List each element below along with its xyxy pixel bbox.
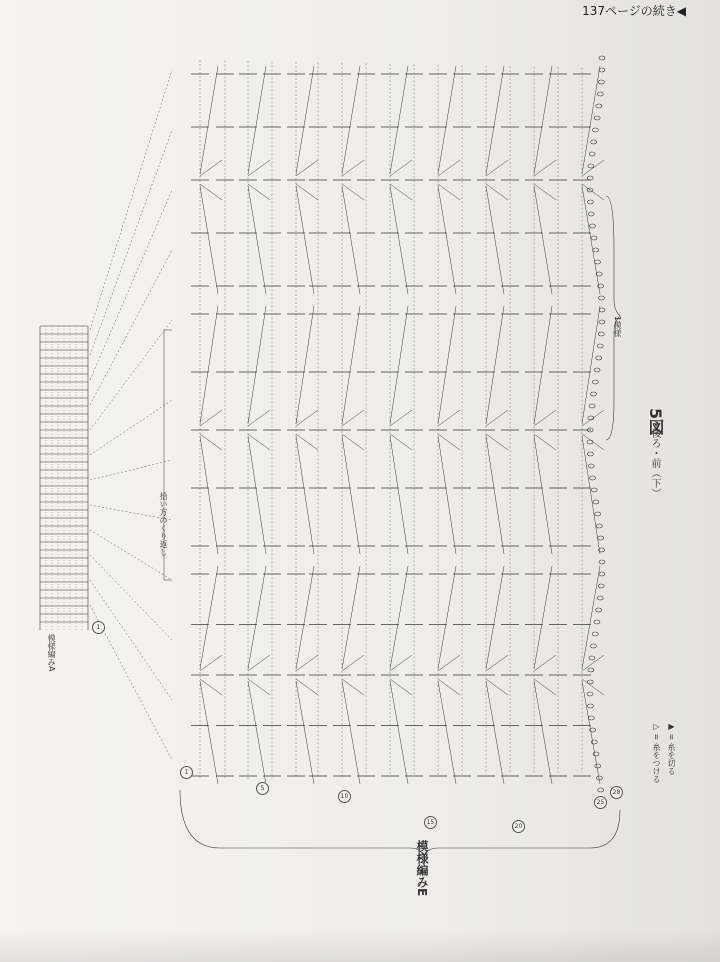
fan-stitch xyxy=(296,681,314,784)
chart-section xyxy=(191,306,604,554)
chain-loop xyxy=(588,716,594,720)
chain-loop xyxy=(588,464,594,468)
fan-stitch xyxy=(296,66,314,174)
fan-stitch xyxy=(390,436,408,554)
fan-stitch xyxy=(438,186,456,294)
pattern-a-strip xyxy=(40,326,88,630)
pickup-line xyxy=(90,70,172,330)
pickup-line xyxy=(90,400,172,455)
chain-loop xyxy=(595,260,601,264)
fan-stitch xyxy=(200,66,218,174)
fan-stitch xyxy=(248,186,266,294)
chain-loop xyxy=(587,176,593,180)
fan-stitch xyxy=(438,681,456,784)
chain-loop xyxy=(591,488,597,492)
fan-stitch xyxy=(248,160,270,176)
chain-loop xyxy=(591,740,597,744)
fan-stitch xyxy=(200,160,222,176)
chain-loop xyxy=(598,584,604,588)
fan-stitch xyxy=(390,160,412,176)
chain-loop xyxy=(599,320,605,324)
chain-loop xyxy=(591,140,597,144)
fan-stitch xyxy=(438,434,460,450)
chart-body xyxy=(40,56,620,856)
fan-stitch xyxy=(486,410,508,426)
fan-stitch xyxy=(390,655,412,671)
fan-stitch xyxy=(486,566,504,669)
fan-stitch xyxy=(534,681,552,784)
fan-stitch xyxy=(248,655,270,671)
fan-stitch xyxy=(200,566,218,669)
fan-stitch xyxy=(582,186,600,294)
fan-stitch xyxy=(390,410,412,426)
fan-stitch xyxy=(296,436,314,554)
row-marker: 28 xyxy=(610,786,623,799)
fan-stitch xyxy=(248,566,266,669)
fan-stitch xyxy=(342,434,364,450)
chain-loop xyxy=(590,476,596,480)
chain-loop xyxy=(594,116,600,120)
fan-stitch xyxy=(390,434,412,450)
chain-loop xyxy=(595,512,601,516)
fan-stitch xyxy=(438,184,460,200)
fan-stitch xyxy=(582,306,600,424)
chain-loop xyxy=(597,92,603,96)
repeat-label: 1模様 xyxy=(613,316,622,338)
fan-stitch xyxy=(296,655,318,671)
fan-stitch xyxy=(582,184,604,200)
chain-loop xyxy=(597,596,603,600)
fan-stitch xyxy=(342,184,364,200)
fan-stitch xyxy=(534,306,552,424)
fan-stitch xyxy=(534,434,556,450)
chain-loop xyxy=(599,56,605,60)
chain-loop xyxy=(588,668,594,672)
fan-stitch xyxy=(296,566,314,669)
fan-stitch xyxy=(200,306,218,424)
fan-stitch xyxy=(438,66,456,174)
fan-stitch xyxy=(486,184,508,200)
fan-stitch xyxy=(248,434,270,450)
fan-stitch xyxy=(582,681,600,784)
chain-loop xyxy=(599,308,605,312)
pickup-line xyxy=(90,130,172,355)
row-marker: 1 xyxy=(92,621,105,634)
fan-stitch xyxy=(200,681,218,784)
pickup-line xyxy=(90,320,172,430)
fan-stitch xyxy=(438,436,456,554)
chain-loop xyxy=(596,608,602,612)
chain-loop xyxy=(598,80,604,84)
chain-loop xyxy=(596,272,602,276)
fan-stitch xyxy=(296,434,318,450)
fan-stitch xyxy=(200,436,218,554)
chain-loop xyxy=(592,632,598,636)
chain-loop xyxy=(596,104,602,108)
fan-stitch xyxy=(296,679,318,695)
fan-stitch xyxy=(296,306,314,424)
chain-loop xyxy=(597,344,603,348)
fan-stitch xyxy=(200,410,222,426)
fan-stitch xyxy=(486,66,504,174)
row-marker: 25 xyxy=(594,796,607,809)
chain-loop xyxy=(593,752,599,756)
pickup-line xyxy=(90,580,172,700)
fan-stitch xyxy=(248,184,270,200)
fan-stitch xyxy=(390,681,408,784)
fan-stitch xyxy=(342,566,360,669)
fan-stitch xyxy=(438,566,456,669)
chain-loop xyxy=(587,680,593,684)
chain-loop xyxy=(591,392,597,396)
fan-stitch xyxy=(486,160,508,176)
chain-loop xyxy=(599,572,605,576)
fan-stitch xyxy=(342,681,360,784)
fan-stitch xyxy=(296,184,318,200)
chain-loops xyxy=(587,56,605,792)
chain-loop xyxy=(595,764,601,768)
pattern-e-brace xyxy=(180,790,620,856)
fan-stitch xyxy=(534,410,556,426)
chain-loop xyxy=(587,440,593,444)
fan-stitch xyxy=(248,410,270,426)
fan-stitch xyxy=(200,186,218,294)
fan-stitch xyxy=(534,655,556,671)
fan-stitch xyxy=(342,410,364,426)
fan-stitch xyxy=(438,410,460,426)
chain-loop xyxy=(588,164,594,168)
legend-attach-yarn: ▷ = 糸をつける xyxy=(652,722,661,783)
pickup-line xyxy=(90,460,172,480)
fan-stitch xyxy=(438,679,460,695)
chain-loop xyxy=(598,332,604,336)
fan-stitch xyxy=(582,566,600,669)
fan-stitch xyxy=(390,306,408,424)
row-marker: 5 xyxy=(256,782,269,795)
fan-stitch xyxy=(390,679,412,695)
chain-loop xyxy=(598,536,604,540)
fan-stitch xyxy=(582,436,600,554)
chain-loop xyxy=(596,524,602,528)
fan-stitch xyxy=(248,681,266,784)
chart-section xyxy=(191,566,604,784)
chain-loop xyxy=(599,560,605,564)
fan-stitch xyxy=(486,436,504,554)
fan-stitch xyxy=(534,679,556,695)
pickup-line xyxy=(90,250,172,405)
chain-loop xyxy=(591,236,597,240)
running-head: 137ページの続き◀ xyxy=(582,4,686,18)
fan-stitch xyxy=(534,160,556,176)
figure-subtitle: 後ろ・前（下） xyxy=(649,428,660,498)
chain-loop xyxy=(592,380,598,384)
fan-stitch xyxy=(438,160,460,176)
page-edge-shadow xyxy=(0,930,720,962)
fan-stitch xyxy=(342,436,360,554)
pickup-line xyxy=(90,190,172,380)
chain-loop xyxy=(592,128,598,132)
fan-stitch xyxy=(200,679,222,695)
fan-stitch xyxy=(390,66,408,174)
fan-stitch xyxy=(296,160,318,176)
continue-label: 拾い方のくり返し xyxy=(159,492,168,556)
fan-stitch xyxy=(438,306,456,424)
fan-stitch xyxy=(342,66,360,174)
fan-stitch xyxy=(582,410,604,426)
fan-stitch xyxy=(342,655,364,671)
row-marker: 20 xyxy=(512,820,525,833)
chart-section xyxy=(191,66,604,294)
fan-stitch xyxy=(534,66,552,174)
figure-title: 5図 xyxy=(646,408,665,436)
fan-stitch xyxy=(200,655,222,671)
fan-stitch xyxy=(248,679,270,695)
row-marker: 10 xyxy=(338,790,351,803)
chain-loop xyxy=(598,788,604,792)
chain-loop xyxy=(599,68,605,72)
chain-loop xyxy=(587,200,593,204)
chain-loop xyxy=(587,692,593,696)
fan-stitch xyxy=(296,186,314,294)
fan-stitch xyxy=(486,655,508,671)
pattern-e-label: 模様編みE xyxy=(415,840,429,897)
fan-stitch xyxy=(390,566,408,669)
chain-loop xyxy=(589,404,595,408)
chain-loop xyxy=(589,152,595,156)
fan-stitch xyxy=(486,306,504,424)
chain-loop xyxy=(589,656,595,660)
legend-cut-yarn: ▶ = 糸を切る xyxy=(667,722,676,775)
chain-loop xyxy=(589,224,595,228)
chain-loop xyxy=(593,500,599,504)
fan-stitch xyxy=(486,186,504,294)
fan-stitch xyxy=(200,434,222,450)
fan-stitch xyxy=(582,160,604,176)
pickup-lines xyxy=(90,70,172,760)
chain-loop xyxy=(593,248,599,252)
chain-loop xyxy=(590,644,596,648)
fan-stitch xyxy=(342,186,360,294)
fan-stitch xyxy=(342,679,364,695)
chain-loop xyxy=(594,620,600,624)
fan-stitch xyxy=(534,186,552,294)
row-marker: 15 xyxy=(424,816,437,829)
chain-loop xyxy=(596,356,602,360)
chain-loop xyxy=(588,212,594,216)
fan-stitch xyxy=(486,681,504,784)
row-marker: 1 xyxy=(180,766,193,779)
fan-stitch xyxy=(534,184,556,200)
fan-stitch xyxy=(342,160,364,176)
fan-stitch xyxy=(486,679,508,695)
fan-stitch xyxy=(486,434,508,450)
chain-loop xyxy=(587,704,593,708)
chain-loop xyxy=(594,368,600,372)
fan-stitch xyxy=(390,186,408,294)
fan-stitch xyxy=(248,66,266,174)
fan-stitch xyxy=(200,184,222,200)
fan-stitch xyxy=(438,655,460,671)
fan-stitch xyxy=(248,306,266,424)
fan-stitch xyxy=(534,436,552,554)
fan-stitch xyxy=(534,566,552,669)
chain-loop xyxy=(599,296,605,300)
fan-stitch xyxy=(248,436,266,554)
fan-stitch xyxy=(390,184,412,200)
fan-stitch xyxy=(342,306,360,424)
chain-loop xyxy=(587,452,593,456)
pattern-a-label: 模様編みA xyxy=(47,634,56,672)
fan-stitch xyxy=(296,410,318,426)
